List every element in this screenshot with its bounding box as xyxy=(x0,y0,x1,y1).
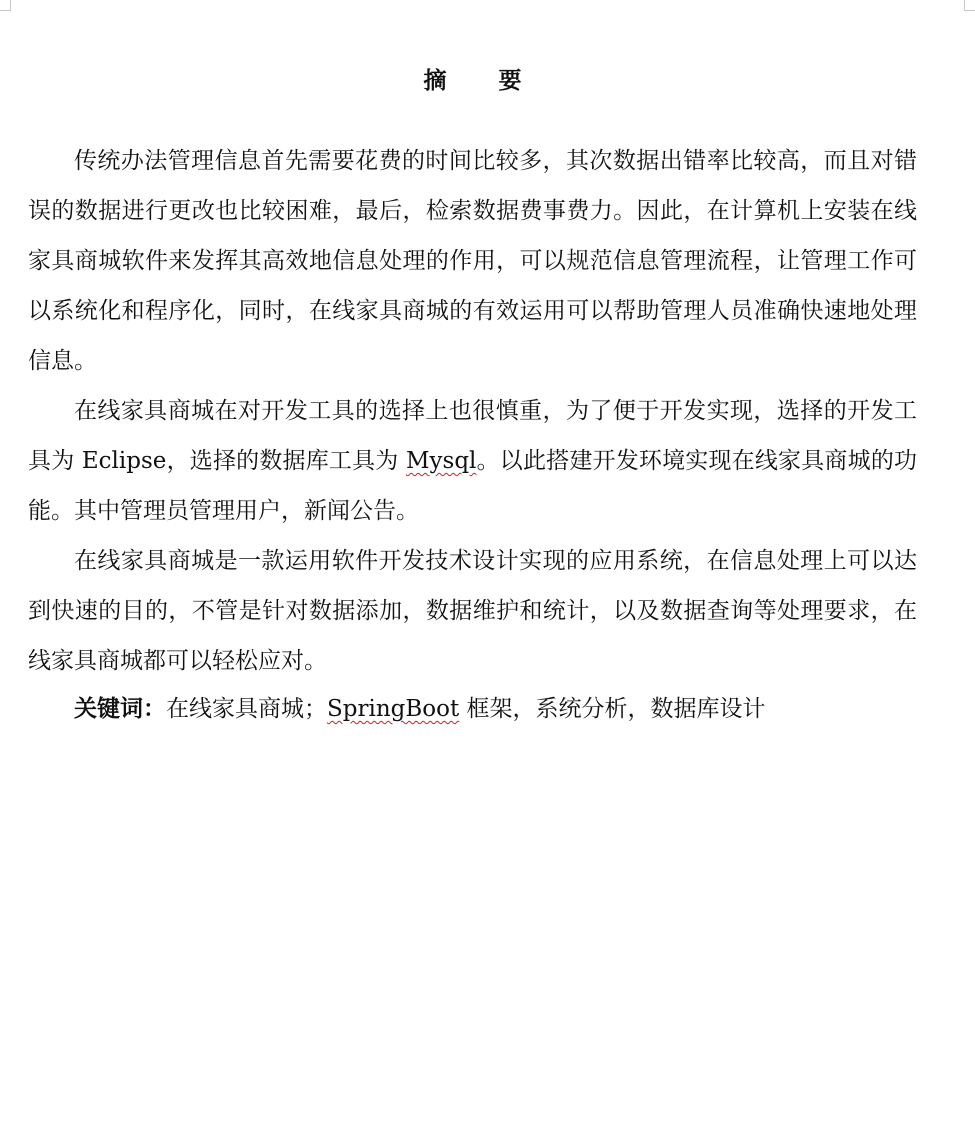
keywords-text-c: 框架，系统分析，数据库设计 xyxy=(459,696,766,722)
corner-crop-mark-right xyxy=(964,0,975,11)
keywords-line xyxy=(28,684,917,734)
paragraph-2-text-a: 在线家具商城在对开发工具的选择上也很慎重，为了便于开发实现，选择的开发工具为 Eclipse，选择的数据库工具为 xyxy=(28,398,917,474)
document-page xyxy=(28,58,917,734)
spellcheck-word-springboot: SpringBoot xyxy=(327,696,460,722)
paragraph-2-text-c: 。以此搭建开发环境实现在线家具商城的功能。其中管理员管理用户，新闻公告。 xyxy=(28,448,918,524)
abstract-paragraph-1: 传统办法管理信息首先需要花费的时间比较多，其次数据出错率比较高，而且对错误的数据进行更改也比较困难，最后，检索数据费事费力。因此，在计算机上安装在线家具商城软件来发挥其高效地信息处理的作用，可以规范信息管理流程，让管理工作可以系统化和程序化，同时，在线家具商城的有效运用可以帮助管理人员准确快速地处理信息。 xyxy=(28,148,917,374)
keywords-text-a: 在线家具商城； xyxy=(166,696,327,722)
keywords-label: 关键词： xyxy=(74,696,166,722)
spellcheck-word-mysql: Mysql xyxy=(405,448,477,474)
abstract-paragraph-2 xyxy=(28,386,917,536)
abstract-title: 摘 要 xyxy=(423,68,544,94)
abstract-paragraph-3: 在线家具商城是一款运用软件开发技术设计实现的应用系统，在信息处理上可以达到快速的目的，不管是针对数据添加，数据维护和统计，以及数据查询等处理要求，在线家具商城都可以轻松应对。 xyxy=(28,548,917,674)
corner-crop-mark-left xyxy=(0,0,11,11)
